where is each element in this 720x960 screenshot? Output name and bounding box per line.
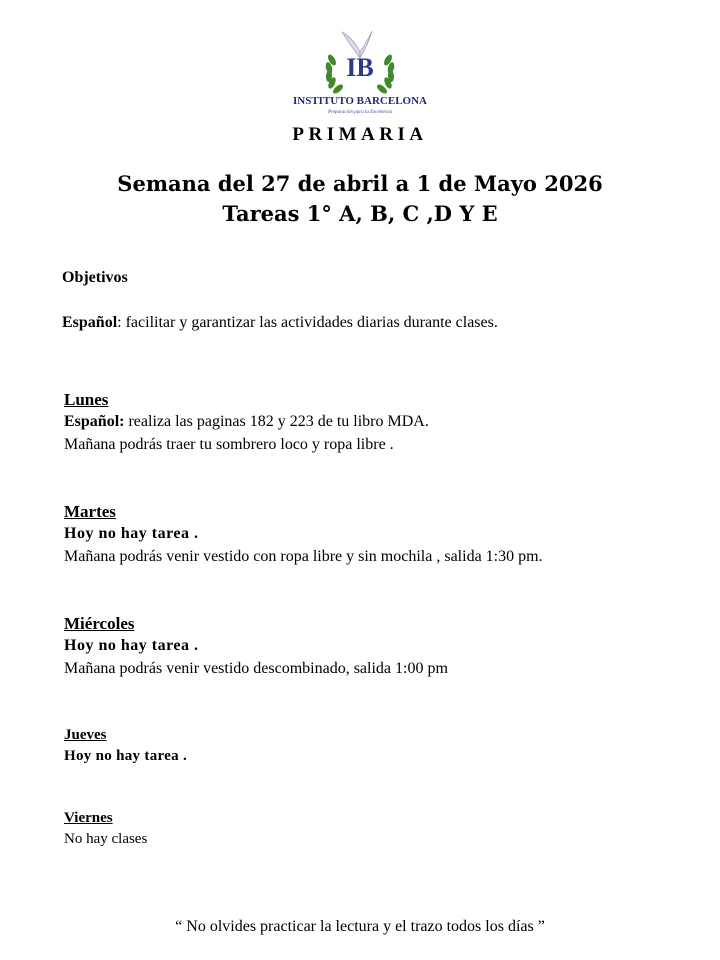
day-heading-miercoles: Miércoles bbox=[64, 614, 135, 633]
school-tagline: Preparación para la Excelencia bbox=[327, 110, 393, 115]
day-heading-martes: Martes bbox=[64, 502, 116, 521]
logo-monogram: IB bbox=[346, 53, 374, 82]
day-heading-jueves: Jueves bbox=[64, 727, 107, 743]
lunes-task bbox=[64, 413, 429, 431]
objectives-spanish bbox=[62, 314, 498, 332]
lunes-note: Mañana podrás traer tu sombrero loco y ropa libre . bbox=[64, 436, 394, 453]
section-title: PRIMARIA bbox=[292, 124, 428, 145]
objectives-text: : facilitar y garantizar las actividades diarias durante clases. bbox=[117, 314, 498, 331]
tasks-title: Tareas 1° A, B, C ,D Y E bbox=[222, 201, 498, 226]
day-heading-lunes: Lunes bbox=[64, 390, 109, 409]
week-title: Semana del 27 de abril a 1 de Mayo 2026 bbox=[117, 171, 603, 196]
closing-quote: “ No olvides practicar la lectura y el trazo todos los días ” bbox=[175, 918, 545, 935]
school-logo bbox=[280, 28, 440, 120]
lunes-task-text: realiza las paginas 182 y 223 de tu libro MDA. bbox=[124, 413, 429, 430]
martes-task: Hoy no hay tarea . bbox=[64, 525, 199, 542]
miercoles-task: Hoy no hay tarea . bbox=[64, 637, 199, 654]
jueves-task: Hoy no hay tarea . bbox=[64, 748, 188, 764]
lunes-subject: Español: bbox=[64, 413, 125, 430]
miercoles-note: Mañana podrás venir vestido descombinado, salida 1:00 pm bbox=[64, 660, 448, 677]
objectives-subject: Español bbox=[62, 314, 118, 331]
viernes-task: No hay clases bbox=[64, 831, 148, 847]
martes-note: Mañana podrás venir vestido con ropa libre y sin mochila , salida 1:30 pm. bbox=[64, 548, 543, 565]
objectives-heading: Objetivos bbox=[62, 269, 128, 286]
school-name: INSTITUTO BARCELONA bbox=[293, 95, 427, 107]
day-heading-viernes: Viernes bbox=[64, 810, 113, 826]
